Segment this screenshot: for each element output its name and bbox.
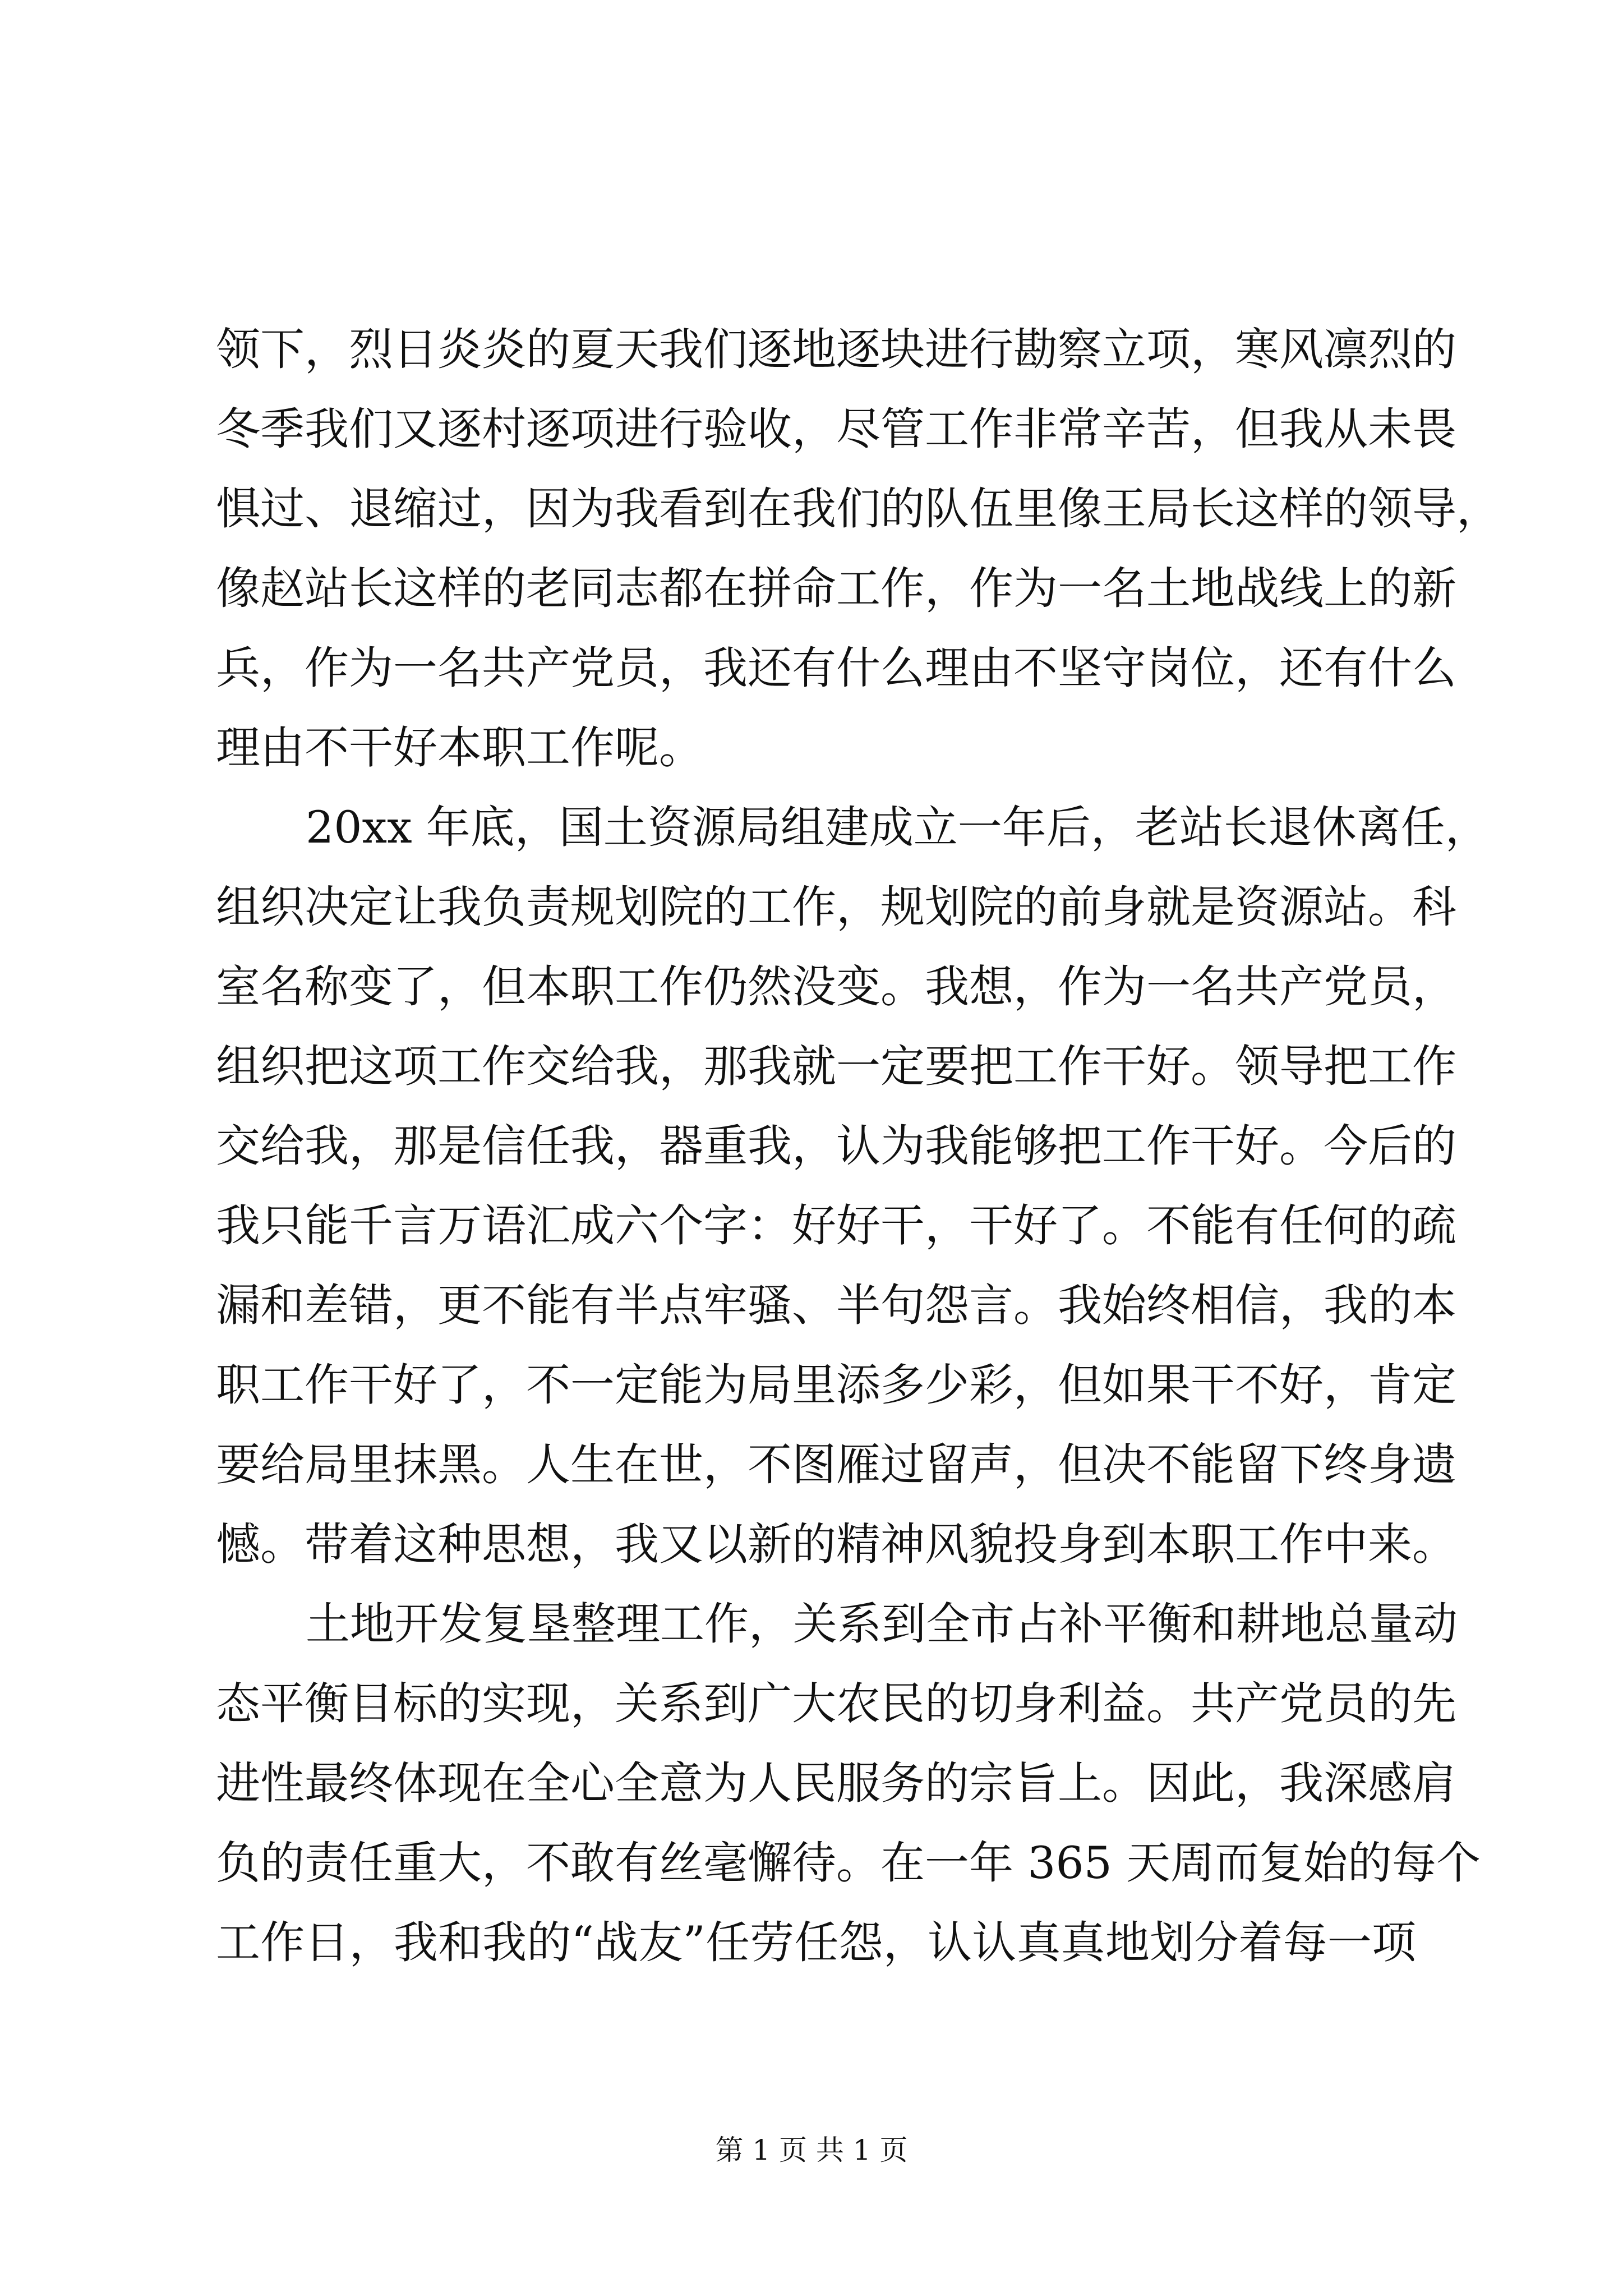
text-line: 工作日，我和我的“战友”任劳任怨，认认真真地划分着每一项 — [216, 1917, 1416, 1968]
text-line: 交给我，那是信任我，器重我，认为我能够把工作干好。今后的 — [216, 1120, 1456, 1172]
text-line: 惧过、退缩过，因为我看到在我们的队伍里像王局长这样的领导， — [216, 483, 1501, 535]
text-line: 进性最终体现在全心全意为人民服务的宗旨上。因此，我深感肩 — [216, 1757, 1456, 1809]
text-line: 态平衡目标的实现，关系到广大农民的切身利益。共产党员的先 — [216, 1678, 1456, 1729]
text-line: 我只能千言万语汇成六个字：好好干，干好了。不能有任何的疏 — [216, 1200, 1456, 1251]
text-line: 漏和差错，更不能有半点牢骚、半句怨言。我始终相信，我的本 — [216, 1280, 1456, 1331]
text-line: 室名称变了，但本职工作仍然没变。我想，作为一名共产党员， — [216, 961, 1456, 1013]
text-line: 组织把这项工作交给我，那我就一定要把工作干好。领导把工作 — [216, 1041, 1456, 1092]
document-body — [216, 310, 1501, 1982]
paragraph-start-line: 20xx 年底，国土资源局组建成立一年后，老站长退休离任， — [306, 802, 1490, 853]
text-line: 憾。带着这种思想，我又以新的精神风貌投身到本职工作中来。 — [216, 1519, 1456, 1570]
text-line: 领下，烈日炎炎的夏天我们逐地逐块进行勘察立项，寒风凛烈的 — [216, 324, 1456, 375]
text-line: 兵，作为一名共产党员，我还有什么理由不坚守岗位，还有什么 — [216, 642, 1456, 694]
text-line: 组织决定让我负责规划院的工作，规划院的前身就是资源站。科 — [216, 881, 1456, 933]
text-line: 冬季我们又逐村逐项进行验收，尽管工作非常辛苦，但我从未畏 — [216, 403, 1456, 455]
page-number-footer: 第 1 页 共 1 页 — [715, 2134, 908, 2166]
text-line: 理由不干好本职工作呢。 — [216, 722, 703, 774]
paragraph-start-line: 土地开发复垦整理工作，关系到全市占补平衡和耕地总量动 — [306, 1598, 1458, 1650]
text-line: 要给局里抹黑。人生在世，不图雁过留声，但决不能留下终身遗 — [216, 1439, 1456, 1490]
text-line: 职工作干好了，不一定能为局里添多少彩，但如果干不好，肯定 — [216, 1359, 1456, 1411]
text-line: 负的责任重大，不敢有丝毫懈待。在一年 365 天周而复始的每个 — [216, 1837, 1481, 1889]
text-line: 像赵站长这样的老同志都在拼命工作，作为一名土地战线上的新 — [216, 563, 1456, 614]
